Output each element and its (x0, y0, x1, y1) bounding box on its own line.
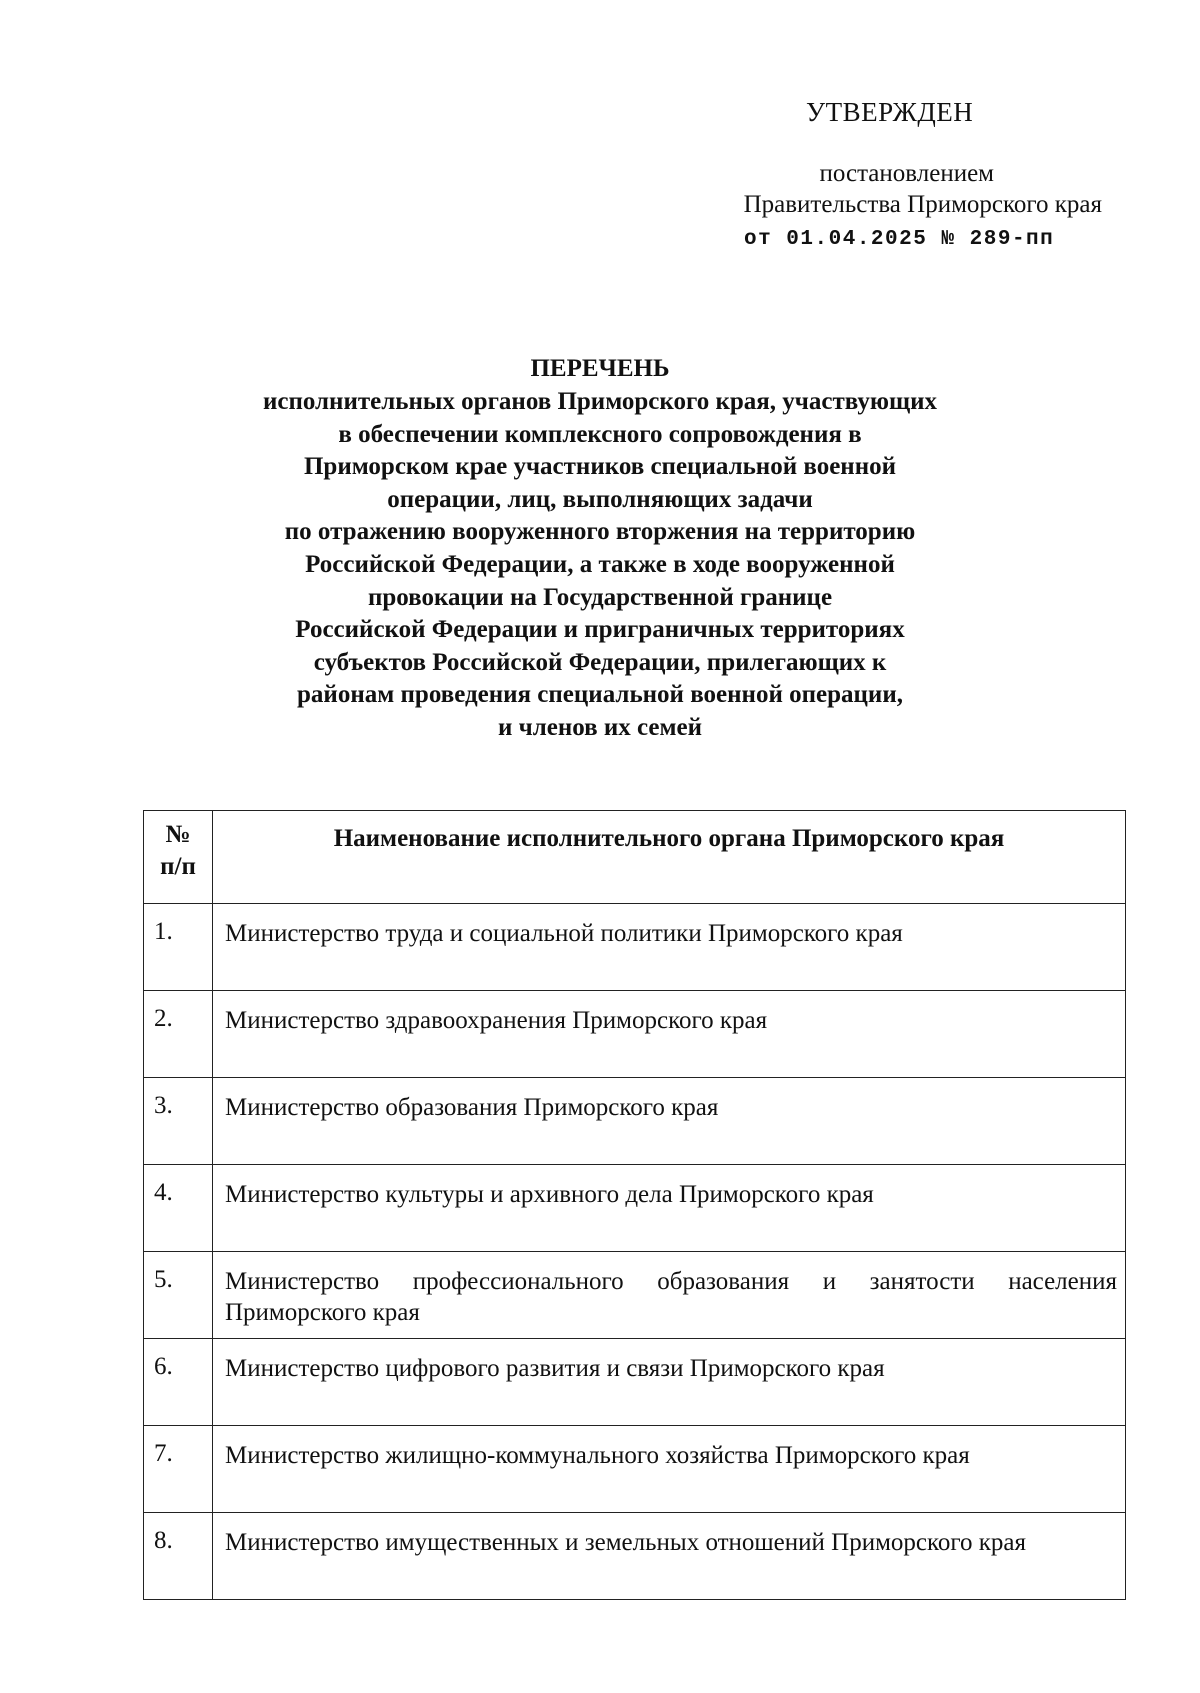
row-number: 2. (144, 991, 213, 1078)
row-number: 7. (144, 1426, 213, 1513)
heading-line: операции, лиц, выполняющих задачи (387, 485, 813, 513)
table-header-row (144, 811, 1126, 904)
row-name: Министерство труда и социальной политики Приморского края (213, 904, 1126, 991)
heading-line: Приморском крае участников специальной военной (303, 453, 897, 481)
heading-line: Российской Федерации, а также в ходе вооруженной (305, 550, 895, 578)
document-heading (150, 352, 1050, 745)
table-row (144, 1339, 1126, 1426)
heading-line: Российской Федерации и приграничных территориях (295, 616, 905, 644)
row-name: Министерство профессионального образования и занятости населения Приморского края (213, 1252, 1126, 1339)
row-number: 1. (144, 904, 213, 991)
row-name: Министерство жилищно-коммунального хозяйства Приморского края (213, 1426, 1126, 1513)
row-number: 8. (144, 1513, 213, 1600)
table-row (144, 1513, 1126, 1600)
row-name: Министерство цифрового развития и связи Приморского края (213, 1339, 1126, 1426)
row-name: Министерство образования Приморского края (213, 1078, 1126, 1165)
table-row (144, 1426, 1126, 1513)
table-row (144, 1078, 1126, 1165)
column-header-number-symbol: № (165, 821, 191, 848)
approval-decree-line: постановлением (819, 160, 994, 187)
table-row (144, 1165, 1126, 1252)
row-name: Министерство здравоохранения Приморского края (213, 991, 1126, 1078)
approval-status: УТВЕРЖДЕН (806, 97, 974, 127)
executive-bodies-table (143, 810, 1126, 1600)
row-number: 6. (144, 1339, 213, 1426)
approval-date-number: от 01.04.2025 № 289-пп (744, 228, 1055, 251)
heading-line: районам проведения специальной военной операции, (297, 681, 903, 709)
heading-line: исполнительных органов Приморского края, участвующих (262, 388, 938, 415)
row-number: 5. (144, 1252, 213, 1339)
column-header-name: Наименование исполнительного органа Приморского края (213, 811, 1126, 904)
table-row (144, 991, 1126, 1078)
row-name: Министерство имущественных и земельных отношений Приморского края (213, 1513, 1126, 1600)
table-row (144, 1252, 1126, 1339)
table-row (144, 904, 1126, 991)
heading-line: субъектов Российской Федерации, прилегающих к (313, 648, 887, 676)
heading-line: по отражению вооруженного вторжения на территорию (284, 518, 916, 546)
column-header-number (144, 811, 213, 904)
row-name: Министерство культуры и архивного дела Приморского края (213, 1165, 1126, 1252)
approval-authority-line: Правительства Приморского края (743, 191, 1102, 218)
column-header-number-abbr: п/п (160, 853, 196, 880)
document-title: ПЕРЕЧЕНЬ (530, 355, 670, 382)
heading-line: и членов их семей (497, 713, 703, 741)
row-number: 3. (144, 1078, 213, 1165)
row-number: 4. (144, 1165, 213, 1252)
heading-line: провокации на Государственной границе (367, 583, 833, 611)
heading-line: в обеспечении комплексного сопровождения в (338, 420, 862, 448)
